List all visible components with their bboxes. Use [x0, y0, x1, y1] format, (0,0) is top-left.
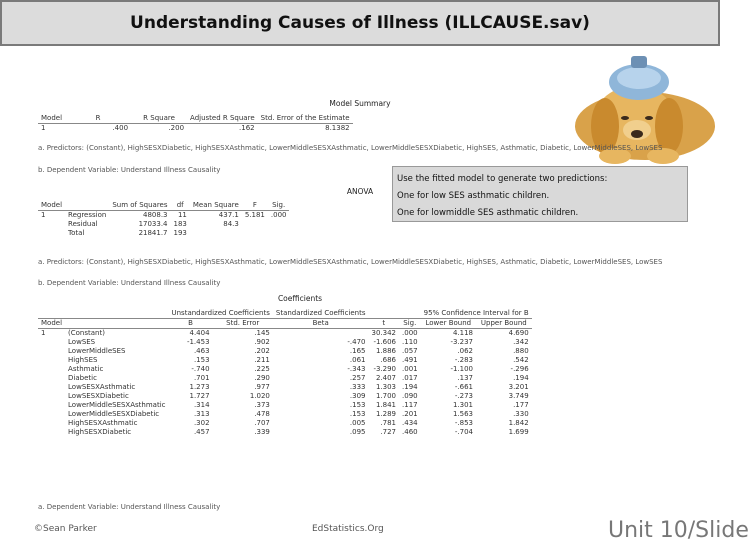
table-row: Diabetic .701 .290 .257 2.407 .017 .137 .194	[68, 374, 529, 382]
callout-line: Use the fitted model to generate two predictions:	[397, 174, 608, 184]
table-row: HighSES .153 .211 .061 .686 .491 -.283 .542	[68, 356, 529, 364]
author-credit: ©Sean Parker	[34, 524, 97, 534]
table-row: LowSESXAsthmatic 1.273 .977 .333 1.303 .194 -.661 3.201	[68, 383, 529, 391]
table-row: LowSES -1.453 .902 -.470 -1.606 .110 -3.237 .342	[68, 338, 529, 346]
table-row: LowSESXDiabetic 1.727 1.020 .309 1.700 .090 -.273 3.749	[68, 392, 529, 400]
ms-footnote-a: a. Predictors: (Constant), HighSESXDiabetic, HighSESXAsthmatic, LowerMiddleSESXAsthmatic, LowerMiddleSESXDiabetic, HighSES, Asthmatic, Diabetic, LowerMiddleSES, LowSES	[38, 144, 663, 152]
ms-header: Model	[38, 114, 65, 124]
slide-title-bar	[0, 0, 720, 46]
table-row: LowerMiddleSESXAsthmatic .314 .373 .153 1.841 .117 1.301 .177	[68, 401, 529, 409]
table-row: HighSESXAsthmatic .302 .707 .005 .781 .434 -.853 1.842	[68, 419, 529, 427]
ms-footnote-b: b. Dependent Variable: Understand Illness Causality	[38, 166, 221, 174]
ms-header: Adjusted R Square	[187, 114, 258, 124]
table-row: Residual 17033.4 183 84.3	[68, 220, 239, 228]
prediction-callout	[392, 166, 688, 222]
coef-footnote: a. Dependent Variable: Understand Illness Causality	[38, 503, 221, 511]
anova-footnote-b: b. Dependent Variable: Understand Illness Causality	[38, 279, 221, 287]
callout-line: One for low SES asthmatic children.	[397, 191, 550, 201]
table-row: LowerMiddleSESXDiabetic .313 .478 .153 1.289 .201 1.563 .330	[68, 410, 529, 418]
slide-title: Understanding Causes of Illness (ILLCAUSE.sav)	[130, 13, 590, 33]
table-row: LowerMiddleSES .463 .202 .165 1.886 .057 .062 .880	[68, 347, 529, 355]
callout-line: One for lowmiddle SES asthmatic children.	[397, 208, 579, 218]
model-summary-table	[38, 114, 353, 133]
anova-title: ANOVA	[346, 187, 374, 196]
ms-header: R	[65, 114, 131, 124]
table-row: Asthmatic -.740 .225 -.343 -3.290 .001 -1.100 -.296	[68, 365, 529, 373]
slide-number: Unit 10/Slide	[608, 518, 749, 543]
anova-table: Model Sum of Squares df Mean Square F Sig. 1 Regression 4808.3 11 437.1 5.181 .000 Residual 17033.4 183 84.3 Total 21841.7 193	[38, 201, 289, 238]
table-row: Total 21841.7 193	[68, 229, 187, 237]
ms-header: R Square	[131, 114, 187, 124]
table-row: 1 Regression 4808.3 11 437.1 5.181 .000	[41, 211, 287, 219]
model-summary-title: Model Summary	[329, 99, 391, 108]
table-row: HighSESXDiabetic .457 .339 .095 .727 .460 -.704 1.699	[68, 428, 529, 436]
site-credit: EdStatistics.Org	[312, 524, 384, 534]
table-row: 1 .400 .200 .162 8.1382	[41, 124, 350, 132]
coefficients-table: Unstandardized Coefficients Standardized Coefficients 95% Confidence Interval for B Model B Std. Error Beta t Sig. Lower Bound Upper Bound 1 (Constant) 4.404 .145 30.342 .000 4.118 4.690 LowSES -1.453 .902 -.470 -1.606 .110 -3.237 .342 LowerMiddleSES .463 .202 .165 1.886 .057 .062 .880 HighSES .153 .211 .061 .686 .491 -.283 .542 Asthmatic -.740 .225 -.343 -3.290 .001 -1.100 -.296 Diabetic .701 .290 .257 2.407 .017 .137 .194 LowSESXAsthmatic 1.273 .977 .333 1.303 .194 -.661 3.201 LowSESXDiabetic 1.727 1.020 .309 1.700 .090 -.273 3.749 LowerMiddleSESXAsthmatic .314 .373 .153 1.841 .117 1.301 .177 LowerMiddleSESXDiabetic .313 .478 .153 1.289 .201 1.563 .330 HighSESXAsthmatic .302 .707 .005 .781 .434 -.853 1.842 HighSESXDiabetic .457 .339 .095 .727 .460 -.704 1.699	[38, 309, 532, 437]
table-row: 1 (Constant) 4.404 .145 30.342 .000 4.118 4.690	[41, 329, 529, 337]
coefficients-title: Coefficients	[277, 294, 323, 303]
ms-header: Std. Error of the Estimate	[258, 114, 353, 124]
anova-footnote-a: a. Predictors: (Constant), HighSESXDiabetic, HighSESXAsthmatic, LowerMiddleSESXAsthmatic, LowerMiddleSESXDiabetic, HighSES, Asthmatic, Diabetic, LowerMiddleSES, LowSES	[38, 258, 663, 266]
